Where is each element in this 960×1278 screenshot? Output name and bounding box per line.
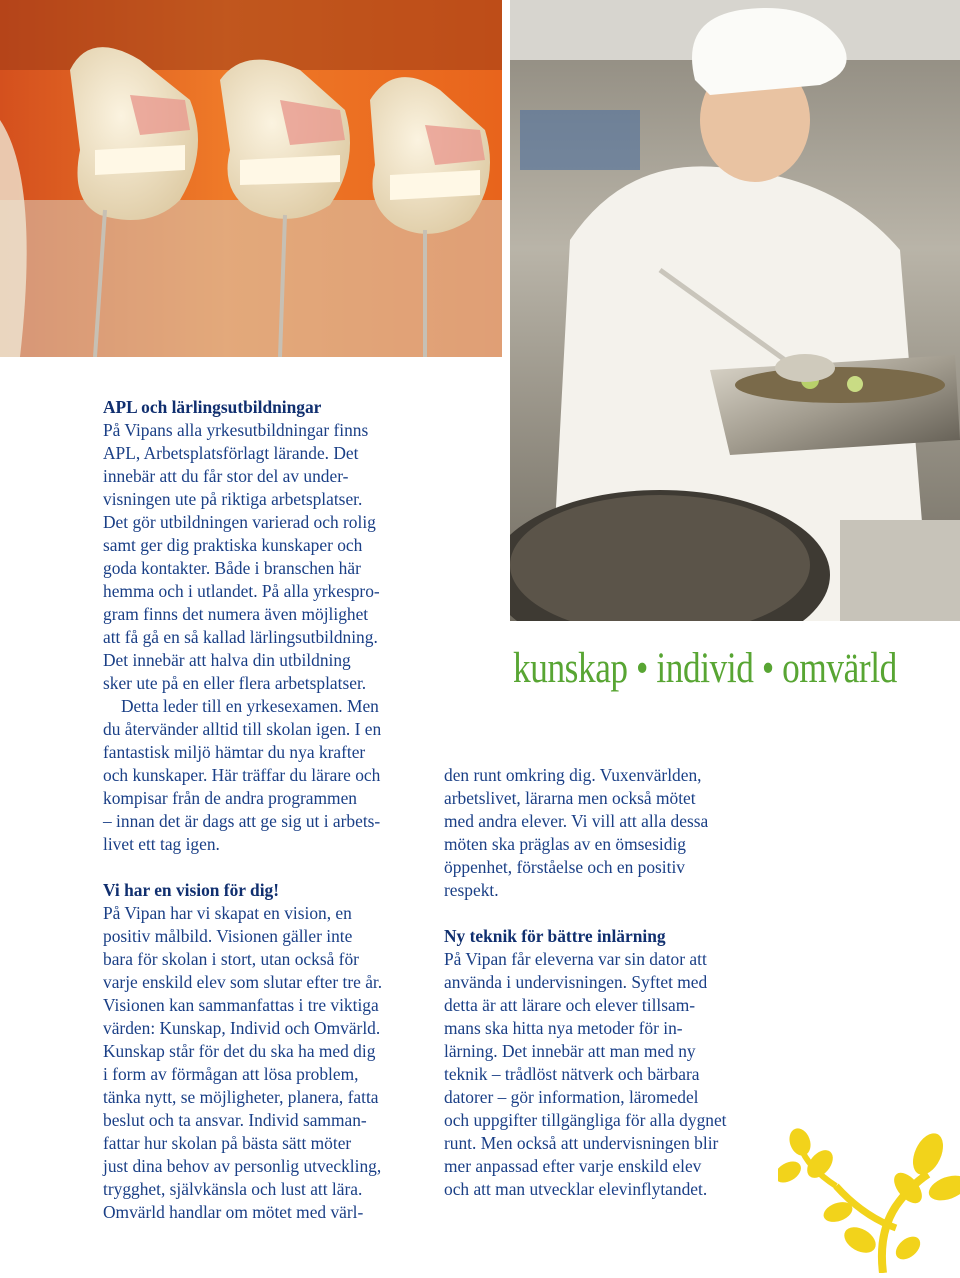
tagline: kunskap • individ • omvärld: [513, 645, 897, 692]
apl-paragraph: På Vipans alla yrkesutbildningar finns APL, Arbetsplatsförlagt lärande. Det innebär att du får stor del av under- visningen ute på riktiga arbetsplatser. Det gör utbildningen varierad och rolig samt ger dig praktiska kunskaper och goda kontakter. Både i branschen här hemma och i utlandet. På alla yrkespro- gram finns det numera även möjlighet att få gå en så kallad lärlingsutbildning. Det innebär att halva din utbildning sker ute på en eller flera arbetsplatser.: [103, 420, 380, 693]
technology-heading: Ny teknik för bättre inlärning: [444, 926, 666, 946]
vision-paragraph: På Vipan har vi skapat en vision, en positiv målbild. Visionen gäller inte bara för skolan i stort, utan också för varje enskild elev som slutar efter tre år. Visionen kan sammanfattas i tre viktiga värden: Kunskap, Individ och Omvärld. Kunskap står för det du ska ha med dig i form av förmågan att lösa problem, tänka nytt, se möjligheter, planera, fatta beslut och ta ansvar. Individ samman- fattar hur skolan på bästa sätt möter just dina behov av personlig utveckling, trygghet, självkänsla och lust att lära. Omvärld handlar om mötet med värl-: [103, 903, 383, 1222]
left-column: [103, 396, 423, 1224]
yellow-flower-icon: [778, 1128, 960, 1273]
dental-models-photo: [0, 0, 502, 357]
vision-continued-paragraph: den runt omkring dig. Vuxenvärlden, arbetslivet, lärarna men också mötet med andra elever. Vi vill att alla dessa möten ska präglas av en ömsesidig öppenhet, förståelse och en positiv respekt.: [444, 765, 709, 900]
apl-heading: APL och lärlingsutbildningar: [103, 397, 322, 417]
apl-paragraph-2: Detta leder till en yrkesexamen. Men du återvänder alltid till skolan igen. I en fantastisk miljö hämtar du nya krafter och kunskaper. Här träffar du lärare och kompisar från de andra programmen – innan det är dags att ge sig ut i arbets- livet ett tag igen.: [103, 696, 382, 854]
right-column: [444, 764, 764, 1201]
chef-photo: [510, 0, 960, 621]
technology-paragraph: På Vipan får eleverna var sin dator att använda i undervisningen. Syftet med detta är att lärare och elever tillsam- mans ska hitta nya metoder för in- lärning. Det innebär att man med ny teknik – trådlöst nätverk och bärbara datorer – gör information, läromedel och uppgifter tillgängliga för alla dygnet runt. Men också att undervisningen blir mer anpassad efter varje enskild elev och att man utvecklar elevinflytandet.: [444, 949, 727, 1199]
vision-heading: Vi har en vision för dig!: [103, 880, 280, 900]
